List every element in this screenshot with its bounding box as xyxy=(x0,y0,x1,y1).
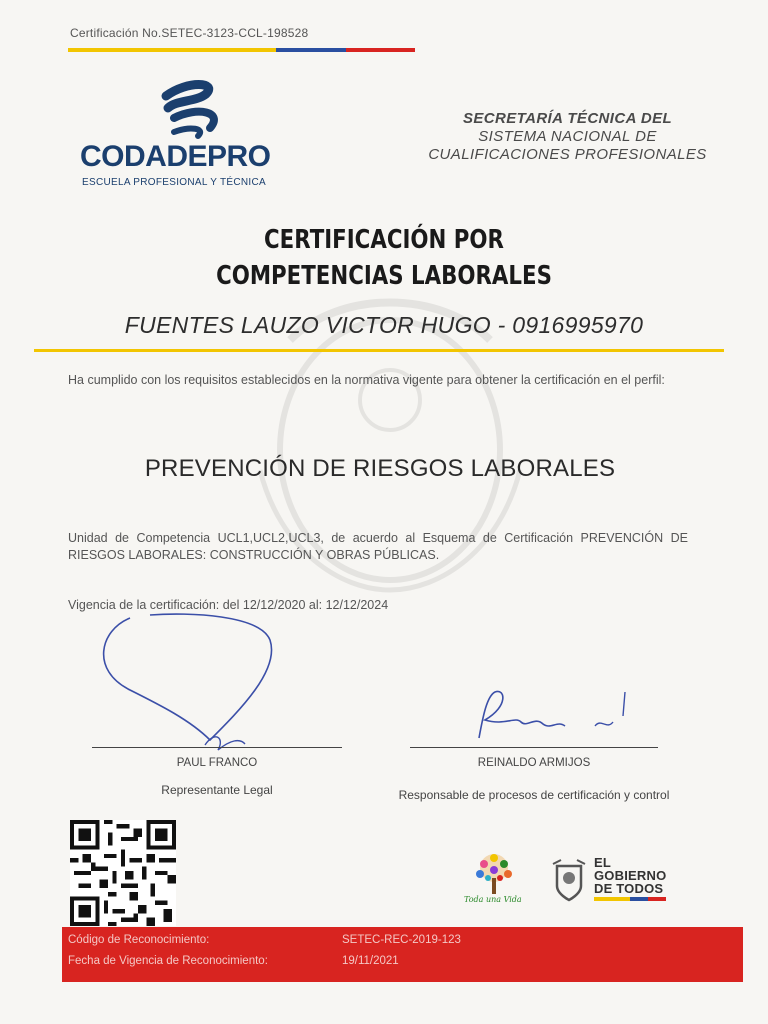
codadepro-tagline: ESCUELA PROFESIONAL Y TÉCNICA xyxy=(82,177,266,188)
signer-1-role: Representante Legal xyxy=(161,783,273,797)
toda-una-vida-slogan: Toda una Vida xyxy=(464,895,522,904)
gobierno-line3: DE TODOS xyxy=(594,881,664,896)
validity-text: Vigencia de la certificación: del 12/12/2020 al: 12/12/2024 xyxy=(68,598,389,612)
holder-underline xyxy=(34,349,724,352)
recognition-validity-label: Fecha de Vigencia de Reconocimiento: xyxy=(68,955,268,967)
gobierno-emblem-icon xyxy=(551,858,587,902)
signer-2-name: REINALDO ARMIJOS xyxy=(477,757,591,769)
secretaria-line2: SISTEMA NACIONAL DE xyxy=(478,128,657,145)
gobierno-line1: EL xyxy=(594,855,612,870)
certification-profile: PREVENCIÓN DE RIESGOS LABORALES xyxy=(144,455,616,482)
recognition-code-label: Código de Reconocimiento: xyxy=(68,934,210,946)
codadepro-swoosh-icon xyxy=(78,78,303,193)
certificate-number: Certificación No.SETEC-3123-CCL-198528 xyxy=(70,26,309,40)
intro-text: Ha cumplido con los requisitos establecidos en la normativa vigente para obtener la certificación en el perfil: xyxy=(68,373,665,387)
signer-2-role: Responsable de procesos de certificación y control xyxy=(398,788,670,802)
ecuador-coat-of-arms-watermark-icon xyxy=(200,250,580,630)
signature-reinaldo-armijos xyxy=(465,686,665,746)
title-line1: CERTIFICACIÓN POR xyxy=(264,225,504,255)
signature-paul-franco xyxy=(90,610,290,775)
signature-line-2 xyxy=(410,747,658,748)
secretaria-line3: CUALIFICACIONES PROFESIONALES xyxy=(428,146,707,163)
gobierno-line2: GOBIERNO xyxy=(594,868,667,883)
recognition-validity-value: 19/11/2021 xyxy=(342,955,399,967)
competency-text: Unidad de Competencia UCL1,UCL2,UCL3, de acuerdo al Esquema de Certificación PREVENCIÓN DE RIESGOS LABORALES: CONSTRUCCIÓN Y OBRAS PÚBLICAS. xyxy=(68,531,688,562)
secretaria-line1: SECRETARÍA TÉCNICA DEL xyxy=(462,110,673,127)
flag-color-line xyxy=(68,48,415,52)
certificate-title xyxy=(69,222,699,294)
secretaria-tecnica-heading xyxy=(420,110,715,164)
qr-code-icon[interactable] xyxy=(70,820,176,926)
certificate-holder-name: FUENTES LAUZO VICTOR HUGO - 0916995970 xyxy=(124,312,644,338)
codadepro-logo-text: CODADEPRO xyxy=(80,140,271,173)
gobierno-flag-stripe xyxy=(594,897,666,901)
recognition-code-value: SETEC-REC-2019-123 xyxy=(342,934,461,946)
signer-1-name: PAUL FRANCO xyxy=(176,757,258,769)
gobierno-de-todos-text xyxy=(594,856,666,895)
signature-line-1 xyxy=(92,747,342,748)
title-line2: COMPETENCIAS LABORALES xyxy=(216,261,552,291)
